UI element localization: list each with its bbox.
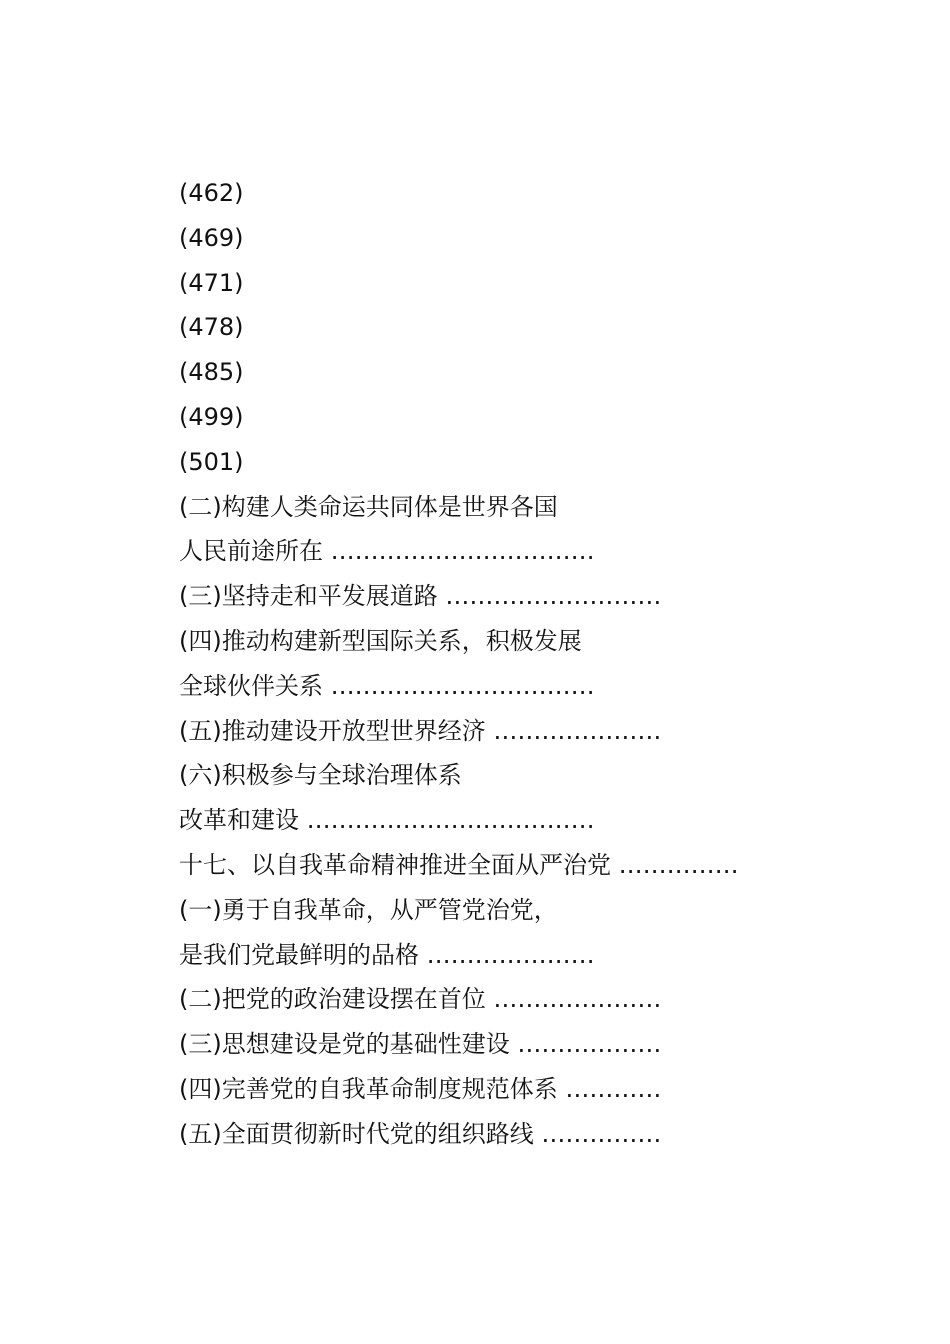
toc-line: 十七、以自我革命精神推进全面从严治党 …………… — [179, 850, 739, 879]
toc-line: (485) — [179, 358, 244, 387]
toc-line: (471) — [179, 268, 244, 297]
toc-line: 改革和建设 ……………………………… — [179, 806, 595, 835]
toc-line: (四)推动构建新型国际关系，积极发展 — [179, 626, 582, 655]
toc-line: (501) — [179, 447, 244, 476]
toc-line: 人民前途所在 …………………………… — [179, 537, 595, 566]
toc-line: (499) — [179, 402, 244, 431]
toc-line: (五)推动建设开放型世界经济 ………………… — [179, 716, 662, 745]
toc-line: 是我们党最鲜明的品格 ………………… — [179, 940, 595, 969]
toc-line: (三)坚持走和平发展道路 ……………………… — [179, 582, 662, 611]
toc-line: (二)构建人类命运共同体是世界各国 — [179, 492, 558, 521]
toc-line: 全球伙伴关系 …………………………… — [179, 671, 595, 700]
toc-line: (三)思想建设是党的基础性建设 ……………… — [179, 1030, 662, 1059]
toc-line: (二)把党的政治建设摆在首位 ………………… — [179, 985, 662, 1014]
toc-line: (一)勇于自我革命，从严管党治党， — [179, 895, 558, 924]
toc-line: (五)全面贯彻新时代党的组织路线 …………… — [179, 1119, 662, 1148]
toc-line: (四)完善党的自我革命制度规范体系 ………… — [179, 1074, 662, 1103]
toc-line: (478) — [179, 313, 244, 342]
table-of-contents — [179, 175, 819, 1161]
toc-line: (469) — [179, 223, 244, 252]
toc-line: (462) — [179, 179, 244, 207]
toc-line: (六)积极参与全球治理体系 — [179, 761, 462, 790]
